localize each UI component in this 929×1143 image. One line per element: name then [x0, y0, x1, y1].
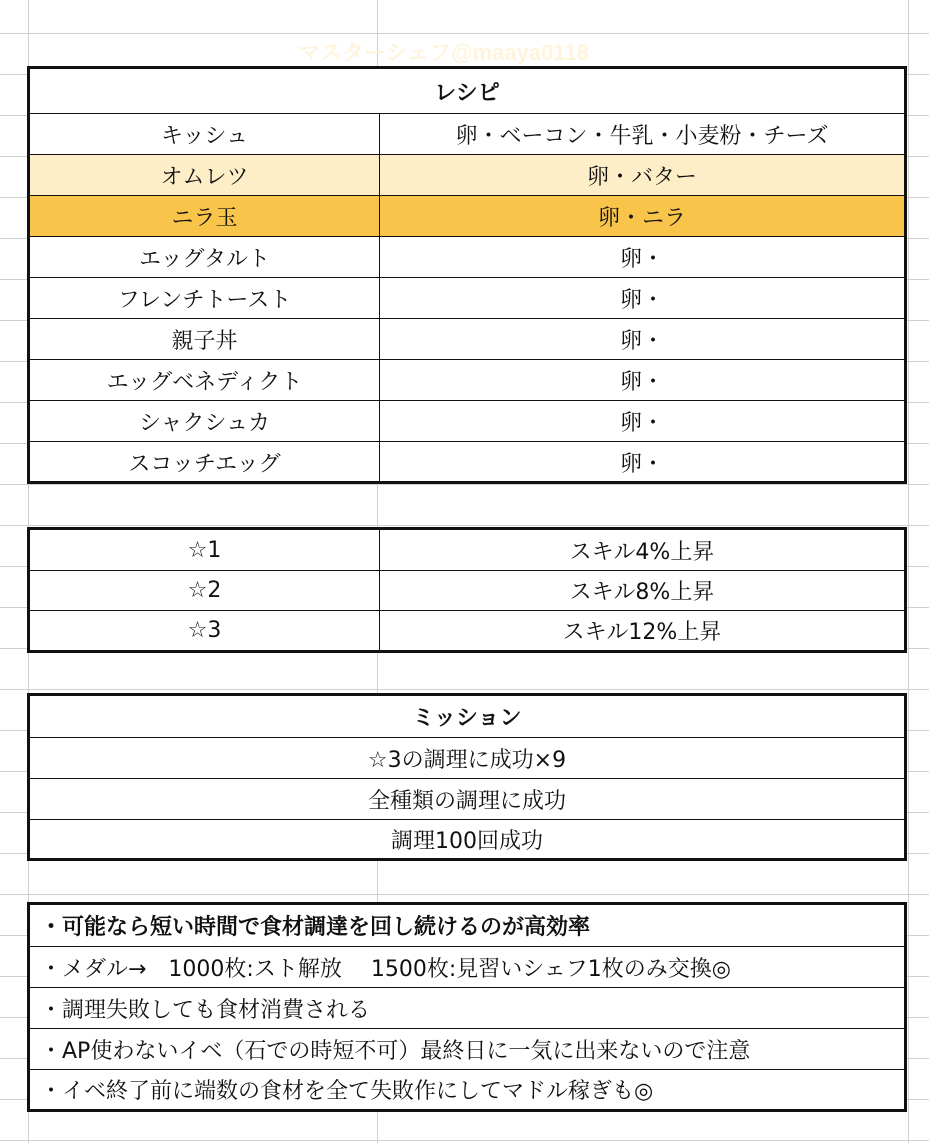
- recipe-ingredients: 卵・: [619, 246, 664, 272]
- recipe-name: 親子丼: [30, 319, 380, 359]
- recipe-name: エッグタルト: [30, 237, 380, 277]
- note-row: [30, 905, 904, 946]
- star-level: ☆2: [30, 571, 380, 610]
- recipe-ingredients: 卵・バター: [586, 164, 697, 190]
- mission-row: [30, 819, 904, 858]
- note-row: [30, 987, 904, 1028]
- recipe-row: [30, 441, 904, 482]
- recipe-row: [30, 359, 904, 400]
- recipe-name: フレンチトースト: [30, 278, 380, 318]
- star-row: [30, 570, 904, 610]
- recipe-header: レシピ: [434, 80, 500, 106]
- recipe-name: オムレツ: [30, 155, 380, 195]
- star-effect: スキル8%上昇: [569, 580, 715, 605]
- recipe-ingredients: 卵・: [619, 369, 664, 395]
- star-row: [30, 610, 904, 650]
- recipe-ingredients: 卵・: [619, 328, 664, 354]
- notes-table: [27, 902, 907, 1112]
- recipe-table: [27, 66, 907, 484]
- recipe-name: エッグベネディクト: [30, 360, 380, 400]
- recipe-name: シャクシュカ: [30, 401, 380, 441]
- star-level: ☆3: [30, 611, 380, 650]
- recipe-ingredients: 卵・: [619, 410, 664, 436]
- recipe-ingredients: 卵・ベーコン・牛乳・小麦粉・チーズ: [455, 123, 829, 149]
- mission-table: [27, 693, 907, 861]
- recipe-ingredients: 卵・: [619, 451, 664, 477]
- mission-text: 調理100回成功: [391, 828, 543, 854]
- watermark: マスターシェフ@maaya0118: [298, 40, 589, 65]
- note-row: [30, 1069, 904, 1109]
- mission-text: ☆3の調理に成功×9: [367, 747, 567, 773]
- mission-header: ミッション: [412, 706, 522, 731]
- recipe-row: [30, 195, 904, 236]
- note-row: [30, 1028, 904, 1069]
- grid-column-line-right: [908, 0, 909, 1143]
- recipe-name: キッシュ: [30, 114, 380, 154]
- recipe-name: ニラ玉: [30, 196, 380, 236]
- star-effect: スキル12%上昇: [562, 620, 722, 645]
- mission-row: [30, 778, 904, 819]
- mission-text: 全種類の調理に成功: [367, 788, 566, 814]
- note-text: ・メダル→ 1000枚:スト解放 1500枚:見習いシェフ1枚のみ交換◎: [40, 956, 731, 982]
- mission-row: [30, 737, 904, 778]
- note-text: ・AP使わないイベ（石での時短不可）最終日に一気に出来ないので注意: [40, 1038, 751, 1064]
- star-row: [30, 530, 904, 570]
- recipe-ingredients: 卵・ニラ: [597, 205, 686, 231]
- recipe-row: [30, 113, 904, 154]
- recipe-row: [30, 154, 904, 195]
- note-row: [30, 946, 904, 987]
- star-effect: スキル4%上昇: [569, 539, 715, 565]
- recipe-row: [30, 318, 904, 359]
- recipe-row: [30, 277, 904, 318]
- recipe-row: [30, 400, 904, 441]
- recipe-row: [30, 236, 904, 277]
- note-text: ・調理失敗しても食材消費される: [40, 997, 371, 1023]
- mission-header-row: [30, 696, 904, 737]
- star-table: [27, 527, 907, 653]
- recipe-ingredients: 卵・: [619, 287, 664, 313]
- recipe-name: スコッチエッグ: [30, 442, 380, 482]
- star-level: ☆1: [30, 530, 380, 570]
- note-text: ・イベ終了前に端数の食材を全て失敗作にしてマドル稼ぎも◎: [40, 1079, 654, 1104]
- recipe-header-row: [30, 69, 904, 113]
- note-text: ・可能なら短い時間で食材調達を回し続けるのが高効率: [40, 915, 591, 940]
